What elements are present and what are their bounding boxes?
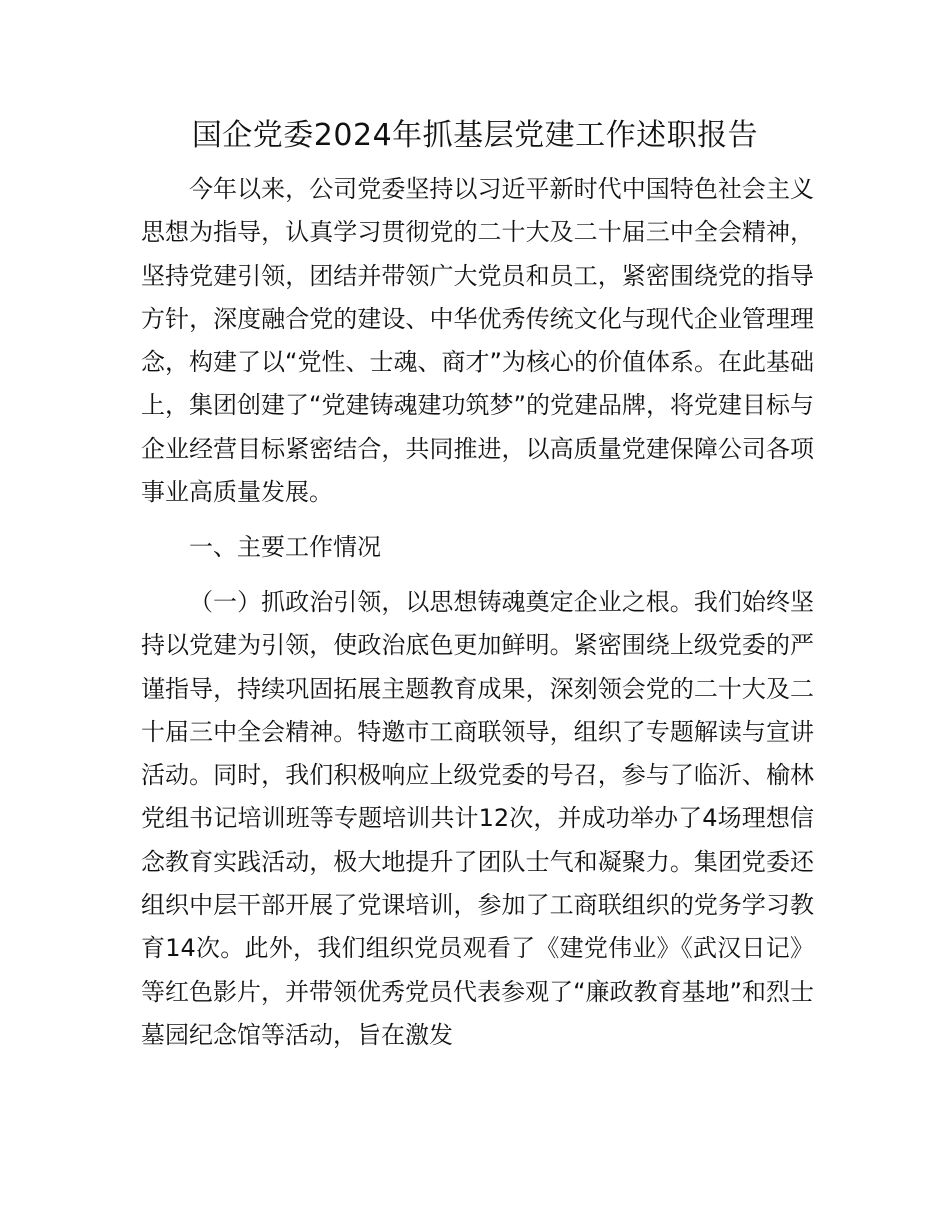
document-title: 国企党委2024年抓基层党建工作述职报告 <box>191 118 759 153</box>
section-paragraph: （一）抓政治引领，以思想铸魂奠定企业之根。我们始终坚持以党建为引领，使政治底色更加鲜明。紧密围绕上级党委的严谨指导，持续巩固拓展主题教育成果，深刻领会党的二十大及二十届三中全会精神。特邀市工商联领导，组织了专题解读与宣讲活动。同时，我们积极响应上级党委的号召，参与了临沂、榆林党组书记培训班等专题培训共计12次，并成功举办了4场理想信念教育实践活动，极大地提升了团队士气和凝聚力。集团党委还组织中层干部开展了党课培训，参加了工商联组织的党务学习教育14次。此外，我们组织党员观看了《建党伟业》《武汉日记》等红色影片，并带领优秀党员代表参观了“廉政教育基地”和烈士墓园纪念馆等活动，旨在激发 <box>141 588 814 1049</box>
intro-paragraph: 今年以来，公司党委坚持以习近平新时代中国特色社会主义思想为指导，认真学习贯彻党的二十大及二十届三中全会精神，坚持党建引领，团结并带领广大党员和员工，紧密围绕党的指导方针，深度融合党的建设、中华优秀传统文化与现代企业管理理念，构建了以“党性、士魂、商才”为核心的价值体系。在此基础上，集团创建了“党建铸魂建功筑梦”的党建品牌，将党建目标与企业经营目标紧密结合，共同推进，以高质量党建保障公司各项事业高质量发展。 <box>141 175 814 507</box>
section-heading: 一、主要工作情况 <box>189 533 381 561</box>
